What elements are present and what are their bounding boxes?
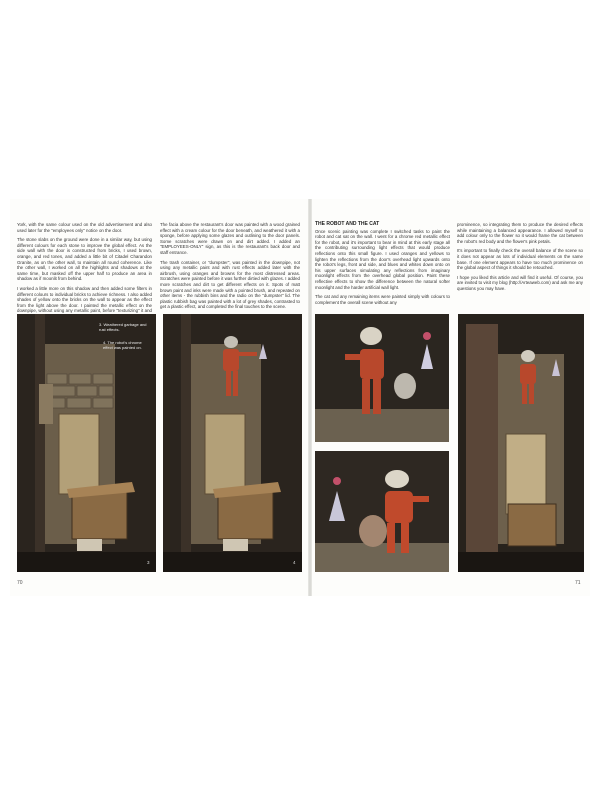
paragraph: York, with the same colour used on the old advertisement and also used later for the "employees only" notice on the door. <box>17 222 152 233</box>
photo-caption: 3. Weathered garbage and rust effects. <box>99 322 147 332</box>
right-column-1 <box>315 222 450 309</box>
section-heading: THE ROBOT AND THE CAT <box>315 221 380 227</box>
left-column-2 <box>160 222 300 314</box>
page-gutter <box>308 199 312 596</box>
paragraph: Once scenic painting was complete I switched tasks to paint the robot and cat sat on the wall. I went for a chrome red metallic effect for the robot, and it's important to bear in mind at this early stage all the contributing surrounding light effects that would produce reflections onto this small figure. I used oranges and yellows to lighten the reflections from the door's overhead light upwards onto the robot's legs, front and side, and blues and whites down onto on his upper surfaces simulating any reflections from imaginary moonlight effects from the overhead global position. Paint these reflective effects to show the difference between the natural softer moonlight and the harder artificial wall light. <box>315 228 450 290</box>
magazine-spread <box>10 199 590 596</box>
left-column-1 <box>17 222 152 324</box>
paragraph: The stone slabs on the ground were done in a similar way, but using different colours for each stone to improve the global effect. As the side wall with the door is constructed from bricks, I used brown, orange, and red tones, and added a little bit of Citadel Charandon Granite, as on the other wall, to maintain all round coherence. Like the other wall, I worked on all the highlights and shadows at the same time, but masked off the upper half to produce an area in shadow as if moonlit from behind. <box>17 237 152 282</box>
paragraph: It's important to finally check the overall balance of the scene so it does not appear as lots of individual elements on the same base. If one element appears to have too much prominence on the global aspect of things it should be retouched. <box>457 248 583 271</box>
photo-4-scene-robot <box>163 314 302 572</box>
paragraph: prominence, so integrating them to produce the desired effects while maintaining a balanced appearance. I allowed myself to add colour only to the flower so it would frame the cat between the robot's red body and the flower's pink petals. <box>457 222 583 244</box>
photo-robot-cat-detail <box>315 451 449 572</box>
paragraph: The trash container, or "dumpster", was painted in the downpipe, not using any metallic paint and with rust effects added later with the airbrush, using oranges and browns for the most distressed areas. Scratches were painted before it was further dirtied with glazes. I added more scratches and dirt to get different effects on it. Spots of matt brown paint and inks were made with a pointed brush, and repeated on other items - the rubbish bins and the radio on the "dumpster" lid. The plastic rubbish bag was painted with a lot of grey shades, contrasted to get a plastic effect, and completed the final touches to the scene. <box>160 259 300 310</box>
photo-number: 3 <box>147 560 150 565</box>
paragraph: The facia above the restaurant's door was painted with a wood grained effect with a cream colour for the door beneath, and weathered it with a sponge, before applying some glazes and outlining to the door panels. Some scratches were drawn on and dirt added. I added an "EMPLOYEES-ONLY" sign, as this is the restaurant's back door and staff entrance. <box>160 222 300 255</box>
photo-full-diorama <box>458 314 584 572</box>
paragraph: I worked a little more on this shadow and then added some filters in different colours to individual bricks to achieve richness. I also added shades of yellow onto the bricks on the wall to appear as the effect from the light above the door. I painted the metallic effect on the downpipe, without using any metallic paint, before "texturizing" it and <box>17 285 152 314</box>
right-column-2 <box>457 222 583 296</box>
paragraph: I hope you liked this article and will find it useful. Of course, you are invited to visit my blog (http://Arteaweb.com) and ask me any questions you may have. <box>457 274 583 291</box>
paragraph: The cat and any remaining items were painted simply with colours to complement the overall scene without any <box>315 294 450 305</box>
page-number: 70 <box>17 580 23 586</box>
photo-number: 4 <box>293 560 296 565</box>
page-number: 71 <box>575 580 581 586</box>
photo-3-scene-weathered <box>17 314 156 572</box>
photo-robot-cat-closeup <box>315 314 449 442</box>
photo-caption: 4. The robot's chrome effect was painted on. <box>103 340 142 350</box>
